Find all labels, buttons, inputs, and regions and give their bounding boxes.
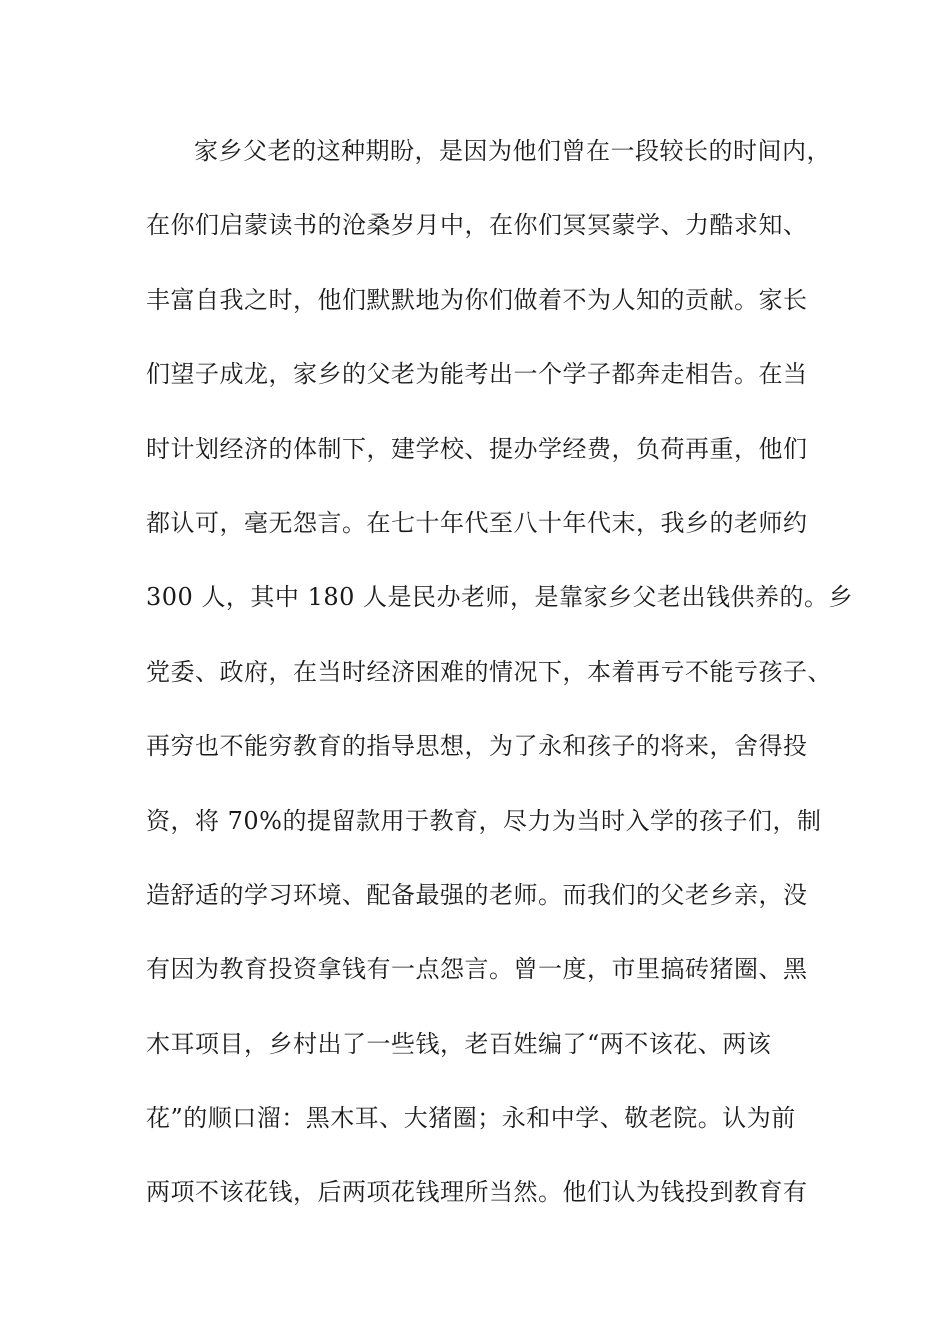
text-line-8: 党委、政府，在当时经济困难的情况下，本着再亏不能亏孩子、	[146, 657, 832, 686]
text-line-15: 两项不该花钱，后两项花钱理所当然。他们认为钱投到教育有	[146, 1178, 808, 1207]
text-line-13: 木耳项目，乡村出了一些钱，老百姓编了“两不该花、两该	[146, 1029, 772, 1058]
text-line-12: 有因为教育投资拿钱有一点怨言。曾一度，市里搞砖猪圈、黑	[146, 955, 808, 984]
text-line-2: 在你们启蒙读书的沧桑岁月中，在你们冥冥蒙学、力酷求知、	[146, 211, 808, 240]
text-line-4: 们望子成龙，家乡的父老为能考出一个学子都奔走相告。在当	[146, 360, 808, 389]
text-line-5: 时计划经济的体制下，建学校、提办学经费，负荷再重，他们	[146, 434, 808, 463]
body-paragraph	[146, 131, 854, 1247]
text-line-11: 造舒适的学习环境、配备最强的老师。而我们的父老乡亲，没	[146, 880, 808, 909]
text-line-1: 家乡父老的这种期盼，是因为他们曾在一段较长的时间内，	[194, 137, 831, 165]
text-line-7: 300 人，其中 180 人是民办老师，是靠家乡父老出钱供养的。乡	[146, 583, 854, 612]
text-line-10: 资，将 70%的提留款用于教育，尽力为当时入学的孩子们，制	[146, 806, 822, 835]
text-line-3: 丰富自我之时，他们默默地为你们做着不为人知的贡献。家长	[146, 285, 808, 314]
text-line-9: 再穷也不能穷教育的指导思想，为了永和孩子的将来，舍得投	[146, 732, 808, 761]
text-line-14: 花”的顺口溜：黑木耳、大猪圈；永和中学、敬老院。认为前	[146, 1104, 796, 1133]
text-line-6: 都认可，毫无怨言。在七十年代至八十年代末，我乡的老师约	[146, 508, 808, 537]
